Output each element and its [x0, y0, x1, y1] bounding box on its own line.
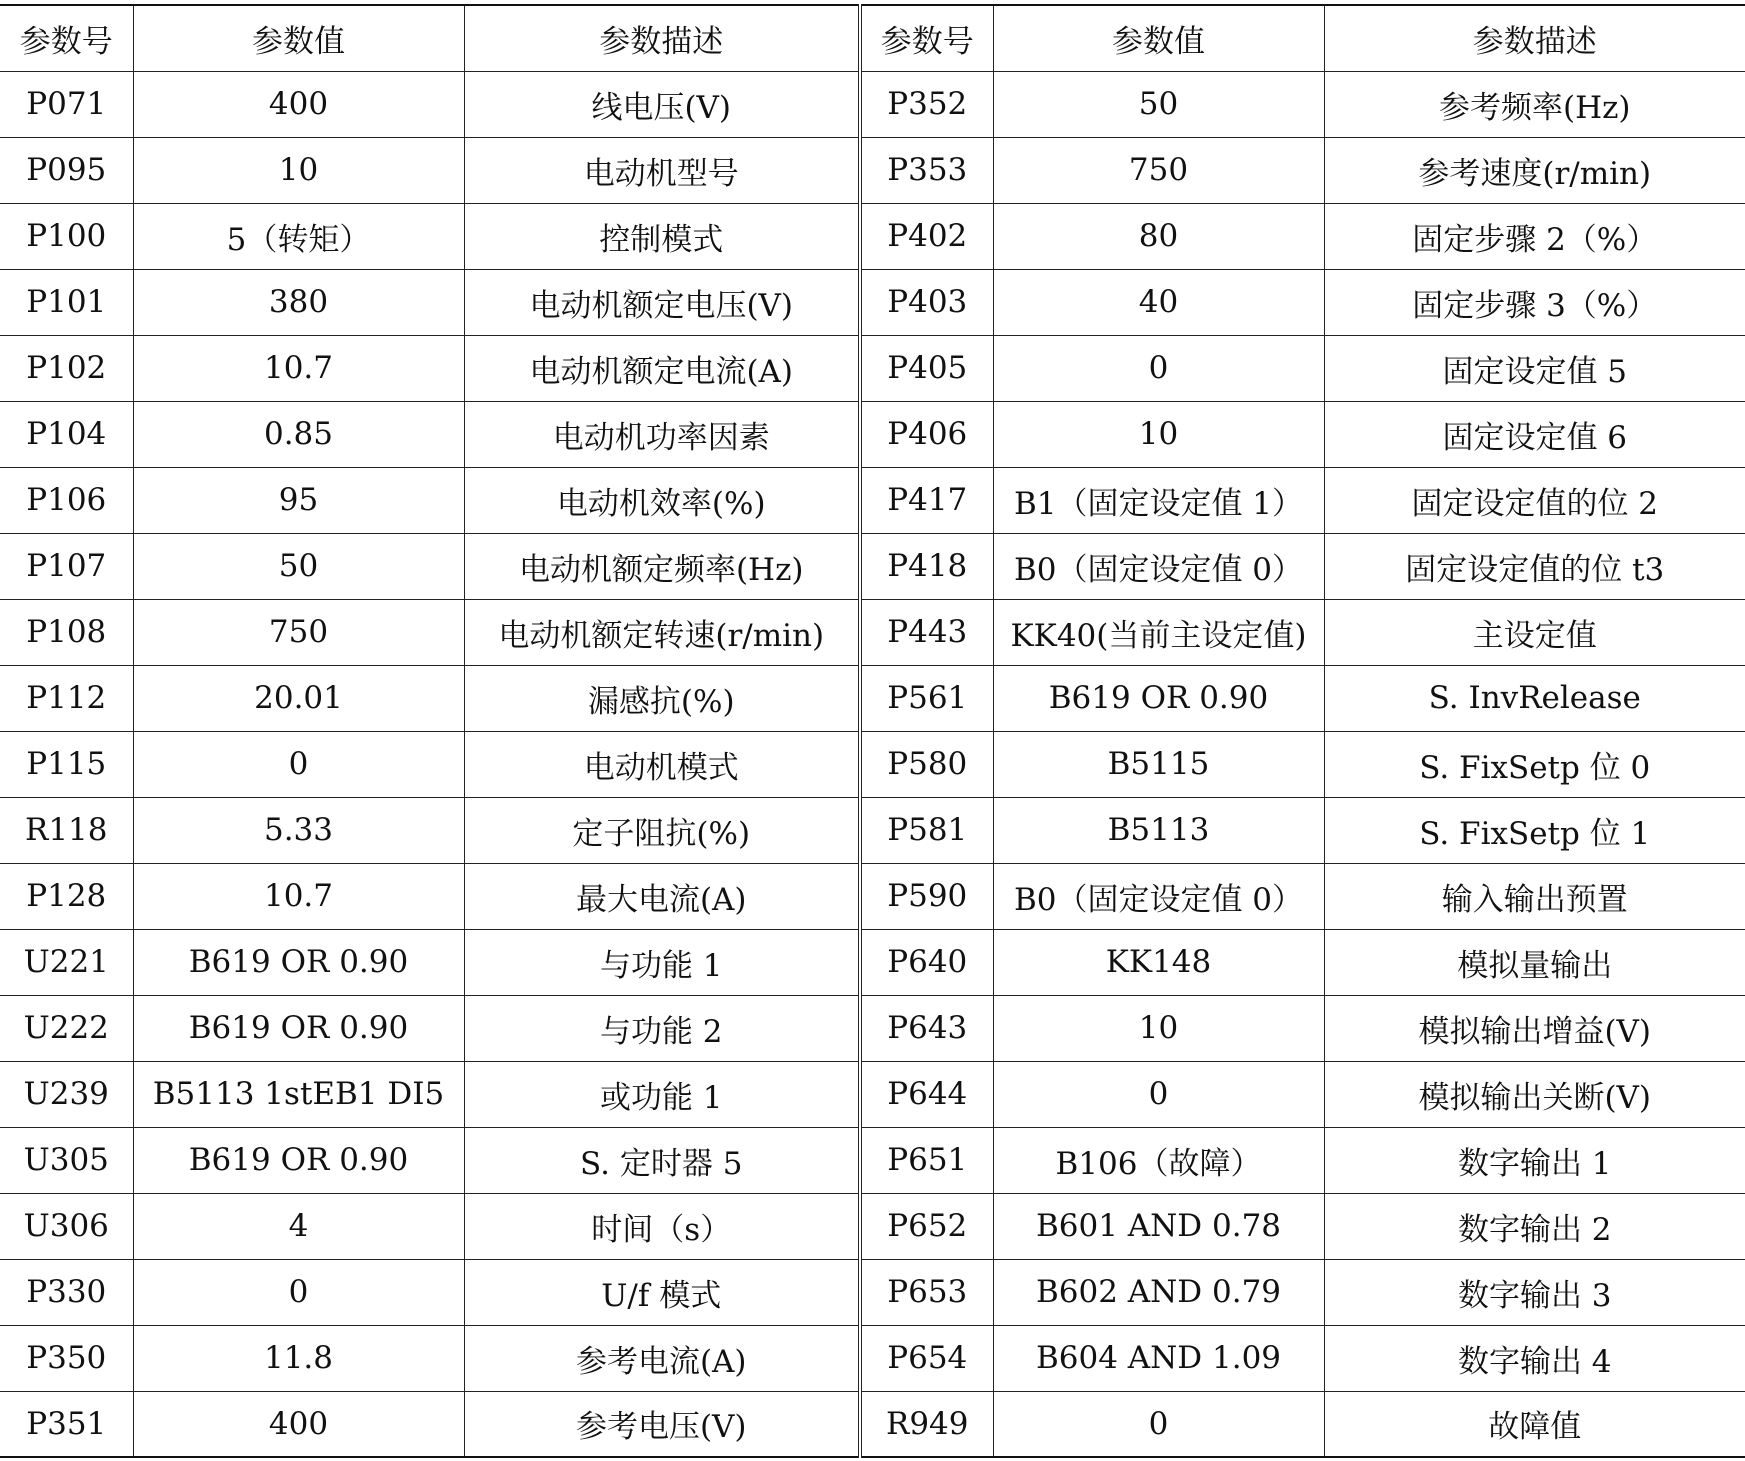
table-row — [0, 71, 1745, 137]
left-param-no: P350 — [0, 1325, 133, 1391]
right-param-value: 10 — [993, 401, 1324, 467]
right-param-desc: 参考频率(Hz) — [1324, 71, 1745, 137]
right-param-no: P652 — [860, 1193, 993, 1259]
left-param-no: P102 — [0, 335, 133, 401]
right-param-desc: 固定设定值 6 — [1324, 401, 1745, 467]
right-param-desc: S. InvRelease — [1324, 665, 1745, 731]
left-param-no: P351 — [0, 1391, 133, 1457]
left-param-value: 400 — [133, 71, 464, 137]
table-row — [0, 203, 1745, 269]
right-param-value: KK148 — [993, 929, 1324, 995]
left-param-no: U306 — [0, 1193, 133, 1259]
left-param-no: P100 — [0, 203, 133, 269]
left-param-value: B619 OR 0.90 — [133, 929, 464, 995]
table-row — [0, 1325, 1745, 1391]
right-param-no: P561 — [860, 665, 993, 731]
table-row — [0, 665, 1745, 731]
right-param-desc: 固定设定值 5 — [1324, 335, 1745, 401]
left-param-desc: 电动机额定转速(r/min) — [464, 599, 860, 665]
left-param-desc: 定子阻抗(%) — [464, 797, 860, 863]
right-param-no: P640 — [860, 929, 993, 995]
left-param-value: 4 — [133, 1193, 464, 1259]
table-row — [0, 1127, 1745, 1193]
left-param-value: 50 — [133, 533, 464, 599]
right-param-desc: 数字输出 1 — [1324, 1127, 1745, 1193]
left-param-desc: 漏感抗(%) — [464, 665, 860, 731]
left-param-no: P071 — [0, 71, 133, 137]
left-param-desc: S. 定时器 5 — [464, 1127, 860, 1193]
right-param-no: P352 — [860, 71, 993, 137]
table-row — [0, 797, 1745, 863]
right-param-value: B106（故障） — [993, 1127, 1324, 1193]
right-param-desc: S. FixSetp 位 0 — [1324, 731, 1745, 797]
left-param-desc: 电动机模式 — [464, 731, 860, 797]
left-param-no: P115 — [0, 731, 133, 797]
right-param-value: 50 — [993, 71, 1324, 137]
right-param-no: P651 — [860, 1127, 993, 1193]
left-param-no: U239 — [0, 1061, 133, 1127]
table-row — [0, 1061, 1745, 1127]
left-param-no: P128 — [0, 863, 133, 929]
right-param-desc: 模拟输出增益(V) — [1324, 995, 1745, 1061]
header-right-param-value: 参数值 — [993, 5, 1324, 71]
right-param-value: 80 — [993, 203, 1324, 269]
left-param-value: 0 — [133, 731, 464, 797]
left-param-desc: 时间（s） — [464, 1193, 860, 1259]
table-header — [0, 5, 1745, 71]
right-param-desc: 输入输出预置 — [1324, 863, 1745, 929]
right-param-desc: 固定设定值的位 2 — [1324, 467, 1745, 533]
left-param-value: 400 — [133, 1391, 464, 1457]
left-param-no: R118 — [0, 797, 133, 863]
right-param-desc: 固定步骤 3（%） — [1324, 269, 1745, 335]
right-param-no: P643 — [860, 995, 993, 1061]
header-right-param-desc: 参数描述 — [1324, 5, 1745, 71]
left-param-desc: 电动机效率(%) — [464, 467, 860, 533]
right-param-no: P654 — [860, 1325, 993, 1391]
right-param-desc: 固定设定值的位 t3 — [1324, 533, 1745, 599]
right-param-no: P417 — [860, 467, 993, 533]
right-param-desc: 模拟输出关断(V) — [1324, 1061, 1745, 1127]
right-param-value: KK40(当前主设定值) — [993, 599, 1324, 665]
left-param-desc: 或功能 1 — [464, 1061, 860, 1127]
right-param-desc: 模拟量输出 — [1324, 929, 1745, 995]
right-param-desc: 固定步骤 2（%） — [1324, 203, 1745, 269]
left-param-desc: 最大电流(A) — [464, 863, 860, 929]
table-row — [0, 1259, 1745, 1325]
left-param-value: 11.8 — [133, 1325, 464, 1391]
right-param-no: P418 — [860, 533, 993, 599]
left-param-no: P330 — [0, 1259, 133, 1325]
header-right-param-no: 参数号 — [860, 5, 993, 71]
parameter-table — [0, 4, 1745, 1458]
table-row — [0, 995, 1745, 1061]
left-param-value: 380 — [133, 269, 464, 335]
right-param-value: 750 — [993, 137, 1324, 203]
right-param-value: B0（固定设定值 0） — [993, 863, 1324, 929]
left-param-value: B5113 1stEB1 DI5 — [133, 1061, 464, 1127]
right-param-value: 0 — [993, 335, 1324, 401]
left-param-desc: 电动机额定频率(Hz) — [464, 533, 860, 599]
right-param-value: B1（固定设定值 1） — [993, 467, 1324, 533]
header-row — [0, 5, 1745, 71]
left-param-no: U305 — [0, 1127, 133, 1193]
left-param-value: 10.7 — [133, 863, 464, 929]
left-param-no: U222 — [0, 995, 133, 1061]
table-row — [0, 599, 1745, 665]
table-row — [0, 863, 1745, 929]
left-param-no: P112 — [0, 665, 133, 731]
right-param-no: P402 — [860, 203, 993, 269]
left-param-desc: 参考电压(V) — [464, 1391, 860, 1457]
right-param-no: R949 — [860, 1391, 993, 1457]
left-param-desc: 电动机额定电压(V) — [464, 269, 860, 335]
table-row — [0, 335, 1745, 401]
right-param-no: P353 — [860, 137, 993, 203]
left-param-value: 10 — [133, 137, 464, 203]
table-row — [0, 269, 1745, 335]
right-param-desc: 数字输出 4 — [1324, 1325, 1745, 1391]
left-param-desc: 电动机额定电流(A) — [464, 335, 860, 401]
left-param-no: P101 — [0, 269, 133, 335]
left-param-no: P095 — [0, 137, 133, 203]
table-row — [0, 467, 1745, 533]
right-param-value: B5115 — [993, 731, 1324, 797]
right-param-no: P580 — [860, 731, 993, 797]
right-param-desc: 参考速度(r/min) — [1324, 137, 1745, 203]
table-row — [0, 533, 1745, 599]
header-left-param-no: 参数号 — [0, 5, 133, 71]
left-param-value: 0 — [133, 1259, 464, 1325]
left-param-desc: 与功能 1 — [464, 929, 860, 995]
right-param-value: B601 AND 0.78 — [993, 1193, 1324, 1259]
left-param-desc: 控制模式 — [464, 203, 860, 269]
right-param-value: B602 AND 0.79 — [993, 1259, 1324, 1325]
left-param-desc: 参考电流(A) — [464, 1325, 860, 1391]
right-param-desc: 数字输出 3 — [1324, 1259, 1745, 1325]
left-param-desc: 与功能 2 — [464, 995, 860, 1061]
table-row — [0, 401, 1745, 467]
table-row — [0, 929, 1745, 995]
left-param-value: 5.33 — [133, 797, 464, 863]
left-param-value: 0.85 — [133, 401, 464, 467]
table-row — [0, 1193, 1745, 1259]
table-row — [0, 731, 1745, 797]
left-param-value: 10.7 — [133, 335, 464, 401]
left-param-desc: 电动机功率因素 — [464, 401, 860, 467]
right-param-value: B0（固定设定值 0） — [993, 533, 1324, 599]
right-param-desc: 故障值 — [1324, 1391, 1745, 1457]
right-param-value: 0 — [993, 1391, 1324, 1457]
table-body — [0, 71, 1745, 1457]
header-left-param-value: 参数值 — [133, 5, 464, 71]
right-param-no: P405 — [860, 335, 993, 401]
left-param-no: U221 — [0, 929, 133, 995]
left-param-no: P106 — [0, 467, 133, 533]
left-param-value: B619 OR 0.90 — [133, 995, 464, 1061]
table-row — [0, 137, 1745, 203]
right-param-value: B5113 — [993, 797, 1324, 863]
right-param-no: P590 — [860, 863, 993, 929]
right-param-no: P403 — [860, 269, 993, 335]
right-param-value: 10 — [993, 995, 1324, 1061]
right-param-value: 0 — [993, 1061, 1324, 1127]
right-param-value: 40 — [993, 269, 1324, 335]
left-param-value: 5（转矩） — [133, 203, 464, 269]
right-param-desc: 主设定值 — [1324, 599, 1745, 665]
left-param-no: P104 — [0, 401, 133, 467]
right-param-value: B604 AND 1.09 — [993, 1325, 1324, 1391]
left-param-value: 20.01 — [133, 665, 464, 731]
left-param-desc: U/f 模式 — [464, 1259, 860, 1325]
right-param-desc: S. FixSetp 位 1 — [1324, 797, 1745, 863]
left-param-value: 750 — [133, 599, 464, 665]
right-param-value: B619 OR 0.90 — [993, 665, 1324, 731]
left-param-value: B619 OR 0.90 — [133, 1127, 464, 1193]
left-param-value: 95 — [133, 467, 464, 533]
right-param-no: P581 — [860, 797, 993, 863]
table-row — [0, 1391, 1745, 1457]
right-param-no: P406 — [860, 401, 993, 467]
right-param-desc: 数字输出 2 — [1324, 1193, 1745, 1259]
right-param-no: P443 — [860, 599, 993, 665]
left-param-no: P107 — [0, 533, 133, 599]
left-param-desc: 线电压(V) — [464, 71, 860, 137]
header-left-param-desc: 参数描述 — [464, 5, 860, 71]
right-param-no: P653 — [860, 1259, 993, 1325]
right-param-no: P644 — [860, 1061, 993, 1127]
left-param-no: P108 — [0, 599, 133, 665]
left-param-desc: 电动机型号 — [464, 137, 860, 203]
